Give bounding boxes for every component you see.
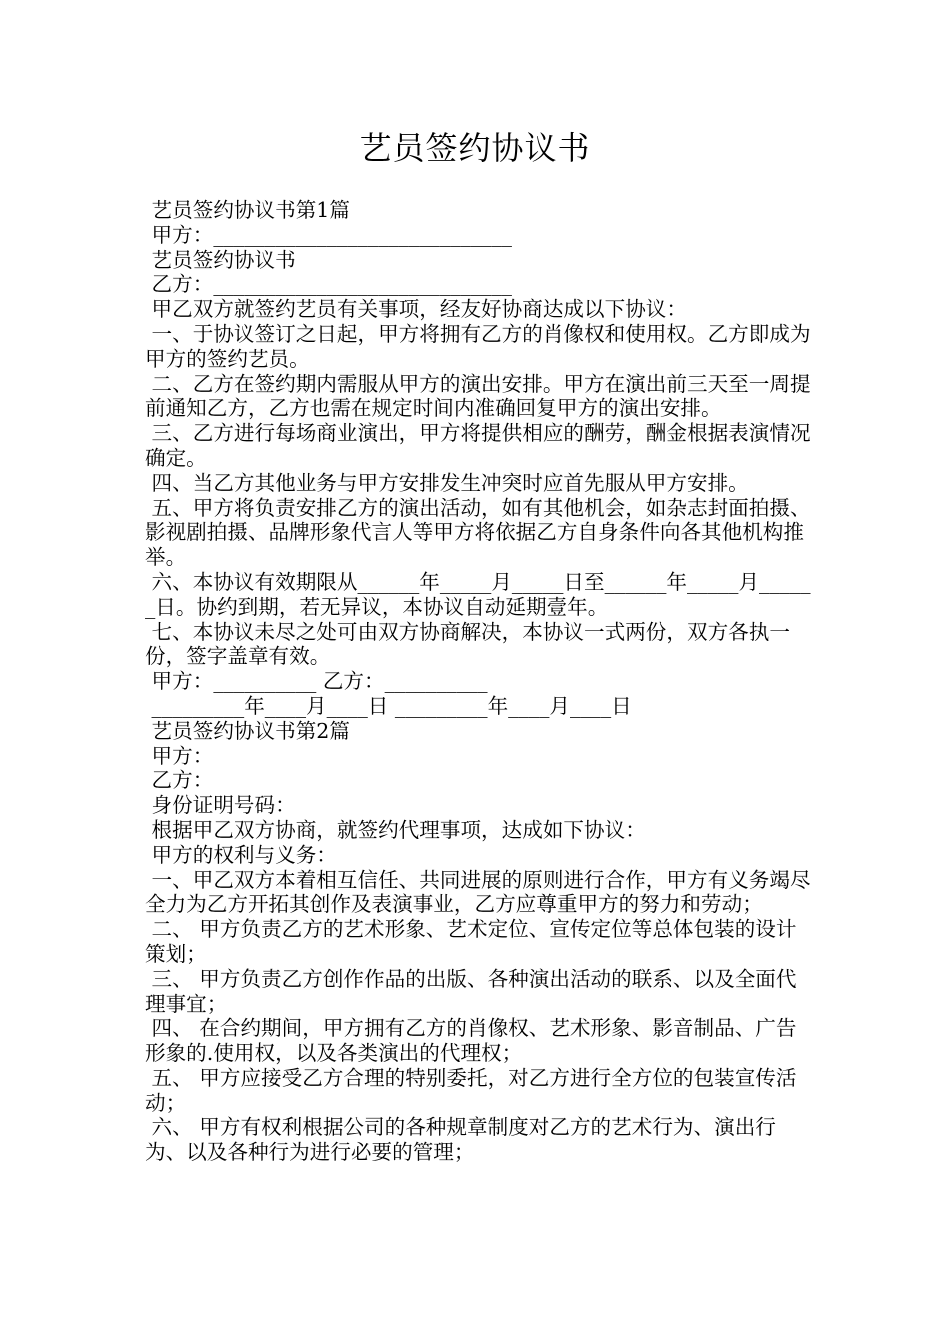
body-line: 一、于协议签订之日起，甲方将拥有乙方的肖像权和使用权。乙方即成为甲方的签约艺员。: [145, 321, 811, 371]
body-line: 乙方：: [145, 768, 214, 793]
body-line: 艺员签约协议书第1篇: [145, 198, 350, 222]
body-line: 二、 甲方负责乙方的艺术形象、艺术定位、宣传定位等总体包装的设计策划；: [145, 917, 797, 966]
body-line: 甲方的权利与义务：: [145, 842, 337, 867]
body-line: 二、乙方在签约期内需服从甲方的演出安排。甲方在演出前三天至一周提前通知乙方，乙方也需在规定时间内准确回复甲方的演出安排。: [145, 371, 811, 421]
body-line: 五、 甲方应接受乙方合理的特别委托，对乙方进行全方位的包装宣传活动；: [145, 1065, 797, 1115]
body-line: 一、甲乙双方本着相互信任、共同进展的原则进行合作，甲方有义务竭尽全力为乙方开拓其创作及表演事业，乙方应尊重甲方的努力和劳动；: [145, 867, 811, 917]
body-line: 甲方：_____________________________: [145, 222, 512, 247]
body-line: 艺员签约协议书第2篇: [145, 718, 350, 743]
body-line: 三、乙方进行每场商业演出，甲方将提供相应的酬劳，酬金根据表演情况确定。: [145, 421, 811, 470]
document-title: 艺员签约协议书: [359, 129, 591, 167]
body-line: 六、 甲方有权利根据公司的各种规章制度对乙方的艺术行为、演出行为、以及各种行为进行必要的管理；: [145, 1115, 776, 1165]
body-line: 乙方：_____________________________: [145, 272, 512, 297]
body-line: 根据甲乙双方协商，就签约代理事项，达成如下协议：: [145, 817, 646, 842]
document-body: [145, 198, 815, 1165]
body-line: _________年____月____日 _________年____月____日: [145, 693, 632, 718]
body-line: 四、 在合约期间，甲方拥有乙方的肖像权、艺术形象、影音制品、广告形象的.使用权，以及各类演出的代理权；: [145, 1016, 797, 1066]
body-line: 七、本协议未尽之处可由双方协商解决，本协议一式两份，双方各执一份，签字盖章有效。: [145, 619, 790, 669]
body-line: 艺员签约协议书: [145, 247, 296, 272]
body-line: 三、 甲方负责乙方创作作品的出版、各种演出活动的联系、以及全面代理事宜；: [145, 966, 797, 1016]
body-line: 六、本协议有效期限从______年_____月_____日至______年_____月______日。协约到期，若无异议，本协议自动延期壹年。: [145, 569, 811, 619]
body-line: 身份证明号码：: [145, 793, 296, 818]
body-line: 甲方：: [145, 743, 214, 768]
body-line: 甲方：__________ 乙方：__________: [145, 669, 488, 694]
body-line: 五、甲方将负责安排乙方的演出活动，如有其他机会，如杂志封面拍摄、影视剧拍摄、品牌形象代言人等甲方将依据乙方自身条件向各其他机构推举。: [145, 495, 811, 570]
body-line: 四、当乙方其他业务与甲方安排发生冲突时应首先服从甲方安排。: [145, 470, 749, 495]
body-line: 甲乙双方就签约艺员有关事项，经友好协商达成以下协议：: [145, 297, 687, 322]
